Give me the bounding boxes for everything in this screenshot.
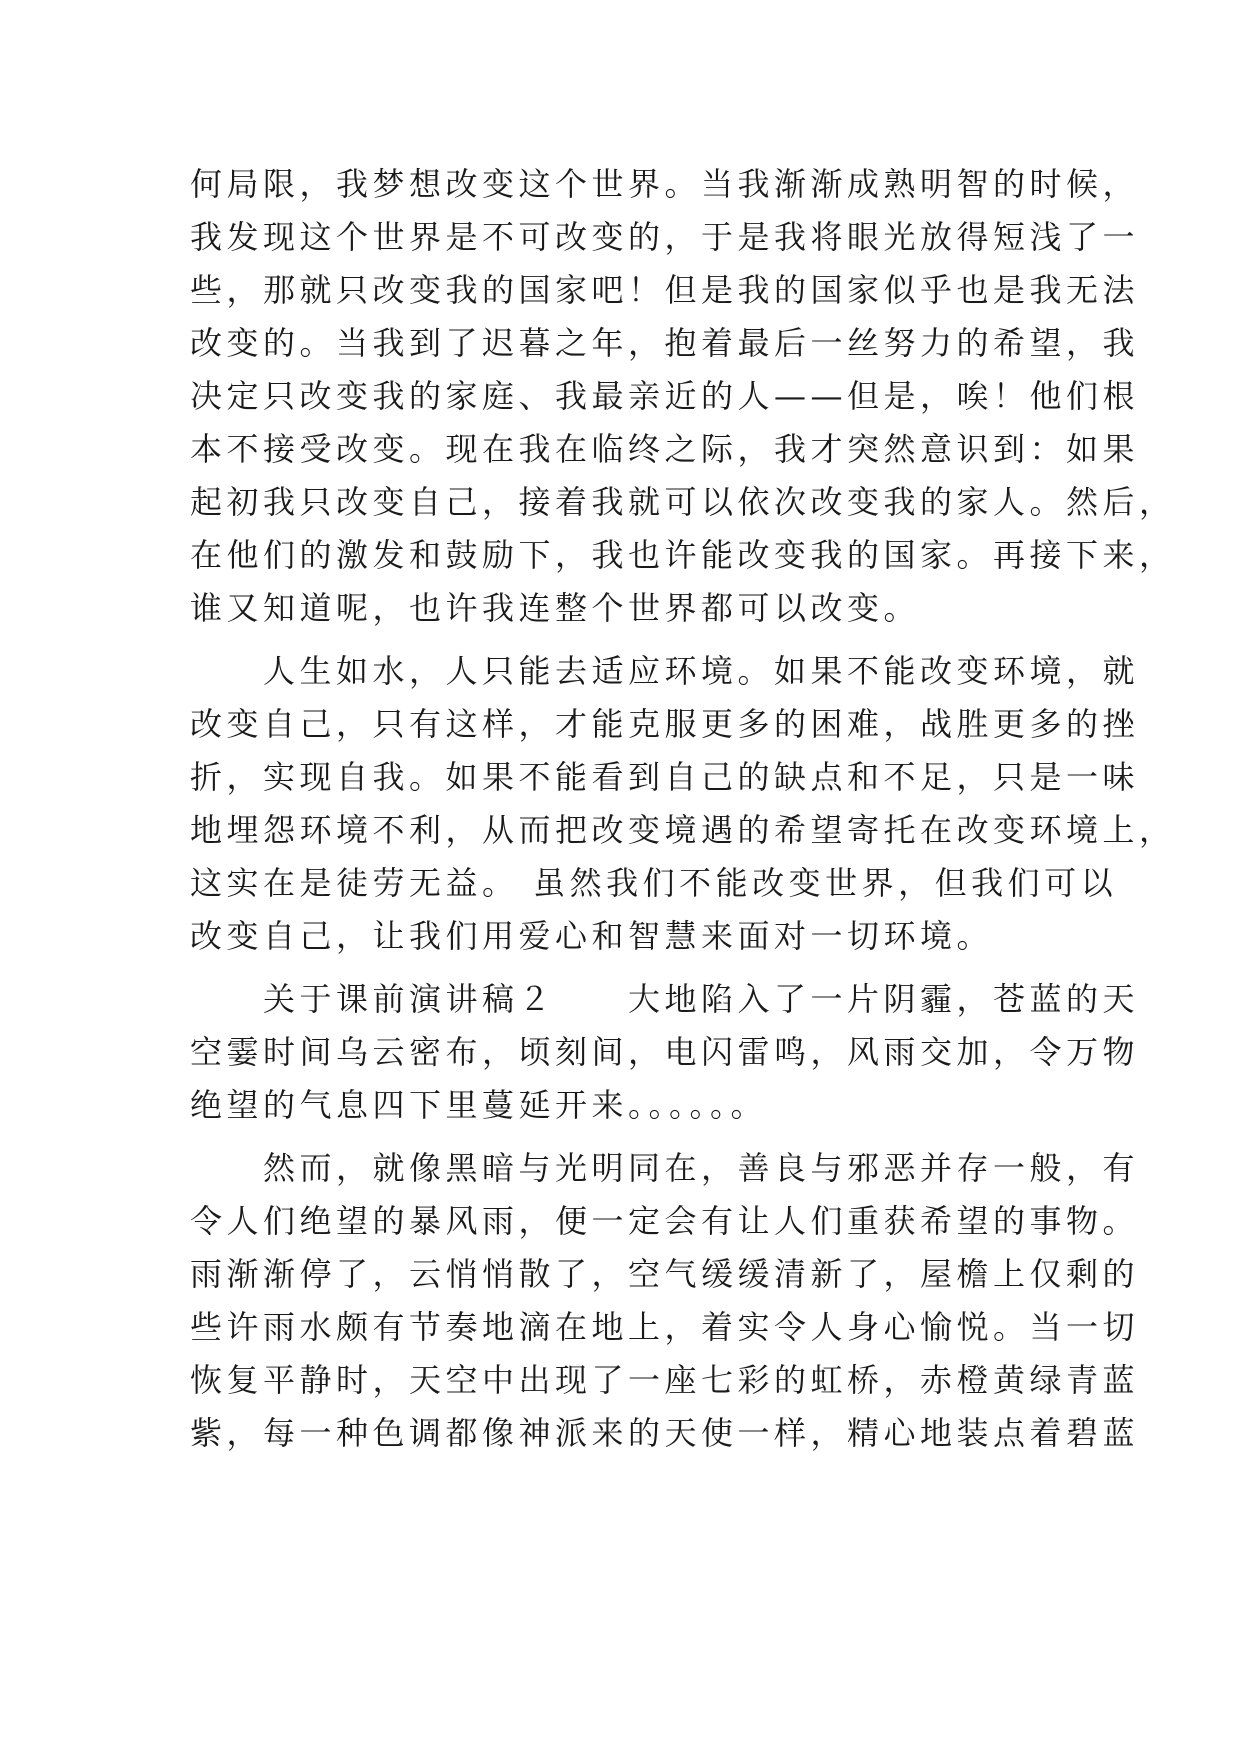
text-line: 起初我只改变自己，接着我就可以依次改变我的家人。然后，	[190, 483, 1176, 521]
text-line: 谁又知道呢，也许我连整个世界都可以改变。	[190, 589, 921, 627]
paragraph-spacer	[190, 635, 1050, 645]
text-line: 紫，每一种色调都像神派来的天使一样，精心地装点着碧蓝	[190, 1414, 1140, 1452]
text-line: 在他们的激发和鼓励下，我也许能改变我的国家。再接下来，	[190, 536, 1176, 574]
text-line: 改变自己，只有这样，才能克服更多的困难，战胜更多的挫	[190, 705, 1140, 743]
text-line: 何局限，我梦想改变这个世界。当我渐渐成熟明智的时候，	[190, 165, 1140, 203]
paragraph-1	[190, 158, 1176, 635]
text-line: 绝望的气息四下里蔓延开来。。。。。。	[190, 1086, 768, 1124]
text-line: 雨渐渐停了，云悄悄散了，空气缓缓清新了，屋檐上仅剩的	[190, 1255, 1140, 1293]
text-line: 改变的。当我到了迟暮之年，抱着最后一丝努力的希望，我	[190, 324, 1140, 362]
text-line: 空霎时间乌云密布，顷刻间，电闪雷鸣，风雨交加，令万物	[190, 1033, 1140, 1071]
text-line: 折，实现自我。如果不能看到自己的缺点和不足，只是一味	[190, 758, 1140, 796]
text-line: 地埋怨环境不利，从而把改变境遇的希望寄托在改变环境上，	[190, 811, 1176, 849]
text-line: 人生如水，人只能去适应环境。如果不能改变环境，就	[190, 652, 1140, 690]
text-line: 关于课前演讲稿２ 大地陷入了一片阴霾，苍蓝的天	[190, 980, 1140, 1018]
paragraph-spacer	[190, 1132, 1050, 1142]
paragraph-2	[190, 645, 1176, 963]
text-line: 我发现这个世界是不可改变的，于是我将眼光放得短浅了一	[190, 218, 1140, 256]
text-line: 些，那就只改变我的国家吧！但是我的国家似乎也是我无法	[190, 271, 1140, 309]
text-line: 决定只改变我的家庭、我最亲近的人——但是，唉！他们根	[190, 377, 1140, 415]
text-line: 改变自己，让我们用爱心和智慧来面对一切环境。	[190, 917, 994, 955]
text-line: 这实在是徒劳无益。 虽然我们不能改变世界，但我们可以	[190, 864, 1118, 902]
paragraph-spacer	[190, 963, 1050, 973]
text-line: 恢复平静时，天空中出现了一座七彩的虹桥，赤橙黄绿青蓝	[190, 1361, 1140, 1399]
text-line: 令人们绝望的暴风雨，便一定会有让人们重获希望的事物。	[190, 1202, 1140, 1240]
paragraph-3	[190, 973, 1140, 1132]
text-line: 然而，就像黑暗与光明同在，善良与邪恶并存一般，有	[190, 1149, 1140, 1187]
text-line: 些许雨水颇有节奏地滴在地上，着实令人身心愉悦。当一切	[190, 1308, 1140, 1346]
document-body	[190, 158, 1176, 1460]
text-line: 本不接受改变。现在我在临终之际，我才突然意识到：如果	[190, 430, 1140, 468]
paragraph-4	[190, 1142, 1140, 1460]
